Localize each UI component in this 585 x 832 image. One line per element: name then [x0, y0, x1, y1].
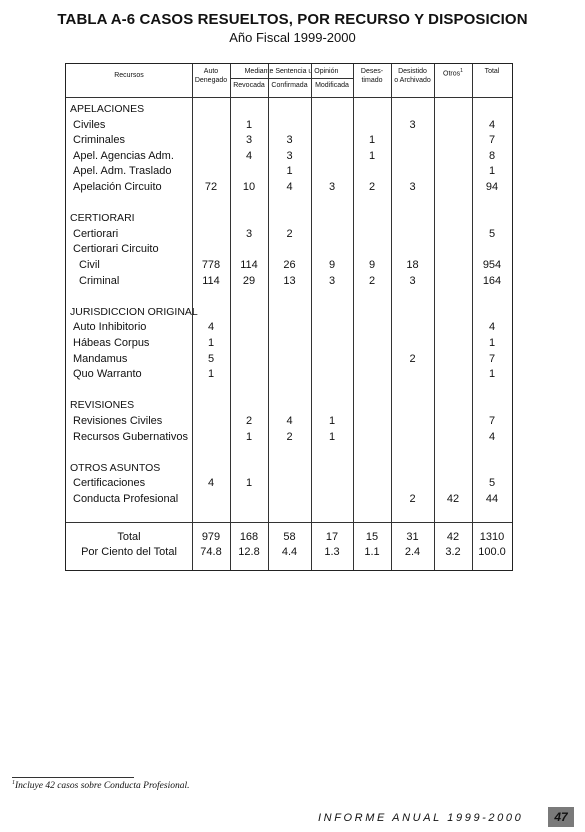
- table-cell: 3: [245, 134, 253, 147]
- table-cell: 2: [245, 415, 253, 427]
- header-otros: [434, 67, 472, 78]
- table-cell: 778: [201, 259, 221, 271]
- table-cell: 114: [202, 274, 220, 287]
- totals-label: Por Ciento del Total: [81, 546, 177, 558]
- table-cell: 2: [409, 493, 416, 505]
- table-title: TABLA A-6 CASOS RESUELTOS, POR RECURSO Y DISPOSICION: [57, 11, 528, 28]
- header-deses-line1: Deses-: [360, 68, 384, 75]
- table-cell: 4: [488, 321, 496, 334]
- table-cell: 4: [207, 321, 215, 334]
- table-cell: 164: [482, 274, 502, 287]
- header-confirmada: Confirmada: [271, 82, 308, 89]
- column-divider: [434, 64, 435, 570]
- totals-cell: 3.2: [445, 546, 461, 558]
- table-cell: 4: [245, 149, 253, 162]
- row-label: Certiorari: [73, 227, 119, 240]
- table-cell: 1: [328, 430, 336, 443]
- table-cell: 7: [488, 415, 496, 427]
- table-cell: 2: [409, 352, 416, 365]
- row-label: Conducta Profesional: [73, 493, 179, 505]
- header-total: Total: [484, 68, 500, 75]
- table-header: [66, 64, 512, 98]
- table-cell: 4: [207, 477, 215, 490]
- header-desistido-line2: o Archivado: [394, 77, 431, 84]
- totals-cell: 2.4: [404, 546, 421, 558]
- table-cell: 1: [488, 165, 496, 178]
- table-cell: 1: [207, 368, 215, 381]
- totals-cell: 17: [325, 531, 339, 543]
- totals-cell: 12.8: [238, 546, 260, 558]
- table-cell: 3: [409, 181, 416, 193]
- table-cell: 3: [245, 227, 253, 240]
- header-mediante: Mediante Sentencia u Opinión: [244, 68, 339, 75]
- page-number: 47: [548, 807, 574, 827]
- totals-cell: 15: [365, 531, 379, 543]
- table-cell: 1: [488, 337, 496, 349]
- header-auto-line2: Denegado: [194, 77, 228, 84]
- row-label: Civiles: [73, 118, 106, 131]
- footnote-text: Incluye 42 casos sobre Conducta Profesional.: [15, 781, 190, 792]
- table-cell: 94: [485, 181, 499, 193]
- table-cell: 1: [328, 415, 336, 427]
- table-cell: 18: [406, 259, 419, 271]
- table-cell: 7: [488, 134, 496, 147]
- row-label: Hábeas Corpus: [73, 337, 150, 349]
- row-label: Criminal: [79, 274, 120, 287]
- table-cell: 954: [482, 259, 502, 271]
- column-divider: [268, 64, 269, 570]
- header-auto-line1: Auto: [203, 68, 219, 75]
- section-heading: APELACIONES: [70, 103, 145, 115]
- table-cell: 4: [488, 430, 496, 443]
- table-cell: 72: [204, 181, 218, 193]
- totals-cell: 4.4: [281, 546, 298, 558]
- table-cell: 1: [207, 337, 215, 349]
- table-cell: 13: [283, 274, 296, 287]
- table-cell: 1: [245, 430, 253, 443]
- table-cell: 3: [328, 181, 336, 193]
- table-cell: 3: [286, 134, 293, 147]
- column-divider: [311, 64, 312, 570]
- table-cell: 114: [240, 259, 258, 271]
- table-cell: 2: [286, 430, 293, 443]
- table-cell: 3: [328, 274, 336, 287]
- section-heading: CERTIORARI: [70, 212, 135, 225]
- footnote-mark: 1: [12, 780, 15, 786]
- table-cell: 2: [368, 181, 376, 193]
- table-cell: 2: [286, 227, 293, 240]
- section-heading: JURISDICCION ORIGINAL: [70, 305, 198, 318]
- row-label: Revisiones Civiles: [73, 415, 163, 427]
- row-label: Recursos Gubernativos: [73, 430, 188, 443]
- totals-label: Total: [117, 531, 141, 543]
- table-cell: 44: [485, 493, 499, 505]
- totals-cell: 74.8: [200, 546, 222, 558]
- table-cell: 4: [488, 118, 496, 131]
- column-divider: [472, 64, 473, 570]
- table-cell: 5: [488, 227, 496, 240]
- table-cell: 26: [283, 259, 296, 271]
- row-label: Apel. Agencias Adm.: [73, 149, 174, 162]
- column-divider: [230, 64, 231, 570]
- totals-cell: 31: [406, 531, 419, 543]
- totals-cell: 100.0: [478, 546, 506, 558]
- column-divider: [192, 64, 193, 570]
- row-label: Apelación Circuito: [73, 181, 162, 193]
- header-otros-label: Otros: [443, 70, 461, 78]
- table-cell: 4: [286, 415, 293, 427]
- totals-cell: 58: [283, 531, 296, 543]
- section-heading: OTROS ASUNTOS: [70, 461, 161, 474]
- header-modificada: Modificada: [315, 82, 349, 89]
- footnote-rule: [12, 777, 134, 778]
- totals-cell: 979: [201, 531, 221, 543]
- table-cell: 29: [242, 274, 256, 287]
- row-label: Mandamus: [73, 352, 128, 365]
- header-mediante-rule: [230, 78, 353, 79]
- table-cell: 3: [286, 149, 293, 162]
- table-cell: 1: [286, 165, 293, 178]
- table-cell: 2: [368, 274, 376, 287]
- header-auto-denegado: [192, 67, 230, 85]
- table-cell: 3: [409, 274, 416, 287]
- column-divider: [353, 64, 354, 570]
- totals-cell: 1.3: [324, 546, 340, 558]
- row-label: Civil: [79, 259, 100, 271]
- cases-table: [65, 63, 513, 571]
- totals-cell: 1.1: [364, 546, 380, 558]
- table-cell: 10: [242, 181, 256, 193]
- row-label: Criminales: [73, 134, 125, 147]
- table-cell: 1: [245, 118, 253, 131]
- table-cell: 7: [488, 352, 496, 365]
- header-deses-line2: timado: [361, 77, 383, 84]
- header-desistido: [391, 67, 434, 85]
- column-divider: [391, 64, 392, 570]
- table-cell: 5: [207, 352, 215, 365]
- totals-cell: 1310: [479, 531, 505, 543]
- table-cell: 1: [368, 149, 376, 162]
- totals-divider: [66, 522, 512, 523]
- table-cell: 8: [488, 149, 496, 162]
- header-revocada: Revocada: [233, 82, 265, 89]
- header-desestimado: [353, 67, 391, 85]
- table-cell: 1: [245, 477, 253, 490]
- totals-cell: 168: [239, 531, 259, 543]
- section-heading: REVISIONES: [70, 399, 135, 412]
- totals-cell: 42: [446, 531, 460, 543]
- table-cell: 3: [409, 118, 416, 131]
- row-label: Apel. Adm. Traslado: [73, 165, 172, 178]
- table-cell: 4: [286, 181, 293, 193]
- table-cell: 5: [488, 477, 496, 490]
- row-label: Quo Warranto: [73, 368, 142, 381]
- header-recursos: Recursos: [114, 72, 144, 79]
- table-cell: 9: [368, 259, 376, 271]
- footnote: [12, 780, 190, 791]
- page-footer: INFORME ANUAL 1999-2000: [318, 812, 524, 824]
- header-otros-sup: 1: [460, 68, 463, 74]
- table-cell: 1: [488, 368, 496, 381]
- row-label: Certiorari Circuito: [73, 243, 159, 256]
- header-desistido-line1: Desistido: [398, 68, 427, 75]
- row-label: Certificaciones: [73, 477, 146, 490]
- table-subtitle: Año Fiscal 1999-2000: [229, 30, 356, 45]
- table-cell: 1: [368, 134, 376, 147]
- table-cell: 9: [328, 259, 336, 271]
- table-cell: 42: [446, 493, 460, 505]
- row-label: Auto Inhibitorio: [73, 321, 147, 334]
